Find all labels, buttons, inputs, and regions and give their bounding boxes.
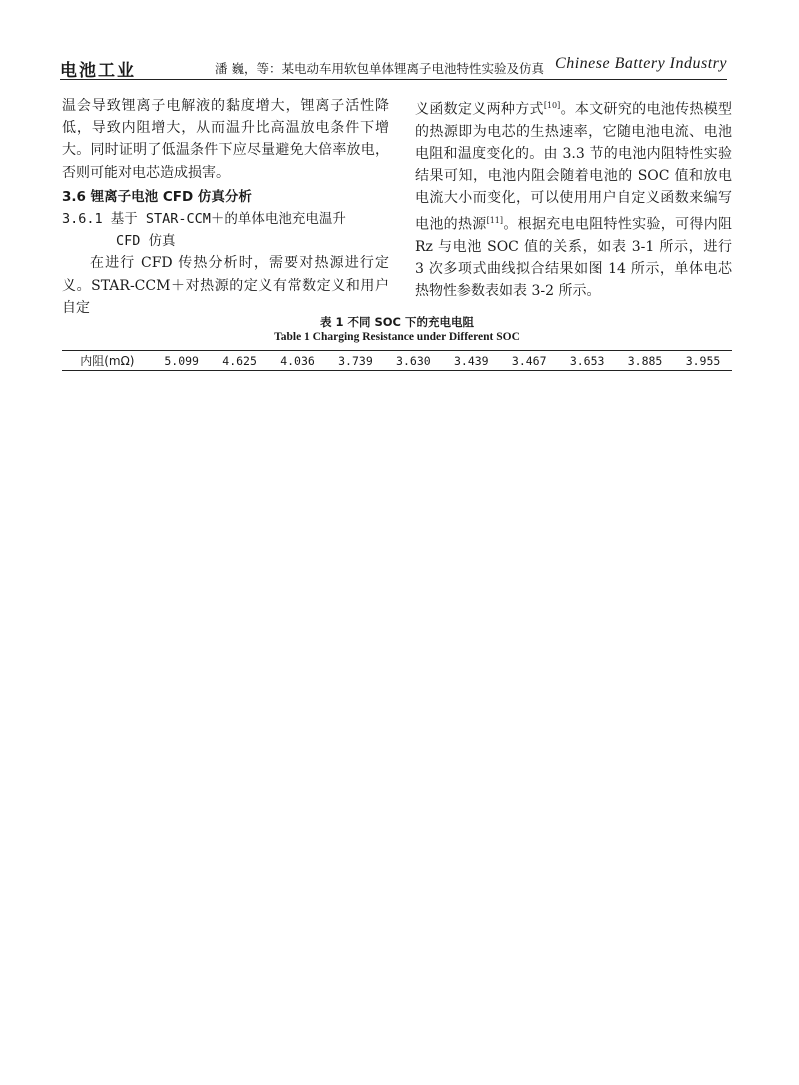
text: 义函数定义两种方式 xyxy=(415,101,544,118)
table1-caption-cn: 表 1 不同 SOC 下的充电电阻 xyxy=(319,315,474,329)
citation: [11] xyxy=(486,215,503,225)
table-cell: 3.739 xyxy=(338,353,373,368)
citation: [10] xyxy=(543,101,561,110)
table-cell: 3.467 xyxy=(511,353,547,368)
left-column-top xyxy=(62,95,389,319)
table-row xyxy=(62,351,732,371)
table-cell: 3.885 xyxy=(627,353,663,368)
right-column-top xyxy=(415,95,732,302)
table-cell: 内阻(mΩ) xyxy=(80,354,135,368)
paragraph: 温会导致锂离子电解液的黏度增大，锂离子活性降低，导致内阻增大，从而温升比高温放电条件下增大。同时证明了低温条件下应尽量避免大倍率放电，否则可能对电芯造成损害。 xyxy=(62,98,389,181)
paragraph: 在进行 CFD 传热分析时，需要对热源进行定义。STAR-CCM＋对热源的定义有常数定义和用户自定 xyxy=(62,255,389,316)
subsection-heading-3-6-1: 3.6.1 基于 STAR-CCM＋的单体电池充电温升 xyxy=(62,211,346,228)
text: 。本文研究的电池传热模型的热源即为电芯的生热速率，它随电池电流、电池电阻和温度变化的。由 3.3 节的电池内阻特性实验结果可知，电池内阻会随着电池的 SOC 值和放电电流大小而变化，可以使用用户自定义函数来编写电池的热源 xyxy=(415,101,733,233)
paragraph xyxy=(415,95,732,302)
table-cell: 5.099 xyxy=(164,353,199,368)
table-cell: 3.439 xyxy=(453,353,489,368)
article-running-title: 潘 巍，等：某电动车用软包单体锂离子电池特性实验及仿真 xyxy=(215,61,544,76)
table-cell: 4.036 xyxy=(280,353,315,368)
table-cell: 4.625 xyxy=(222,353,257,368)
table1 xyxy=(62,350,732,371)
table-cell: 3.630 xyxy=(396,353,431,368)
section-heading-3-6: 3.6 锂离子电池 CFD 仿真分析 xyxy=(62,188,252,205)
table-cell: 3.653 xyxy=(569,353,605,368)
subsection-heading-3-6-1-cont: CFD 仿真 xyxy=(116,233,176,250)
header-rule xyxy=(60,79,727,80)
text: 。根据充电电阻特性实验，可得内阻 Rz 与电池 SOC 值的关系，如表 3-1 所示，进行 3 次多项式曲线拟合结果如图 14 所示，单体电芯热物性参数表如表 3-2 所示。 xyxy=(415,216,733,299)
journal-name: 电池工业 xyxy=(60,61,136,81)
journal-name-en: Chinese Battery Industry xyxy=(555,55,727,72)
table1-caption-en: Table 1 Charging Resistance under Different SOC xyxy=(274,331,520,343)
table-cell: 3.955 xyxy=(685,353,721,368)
